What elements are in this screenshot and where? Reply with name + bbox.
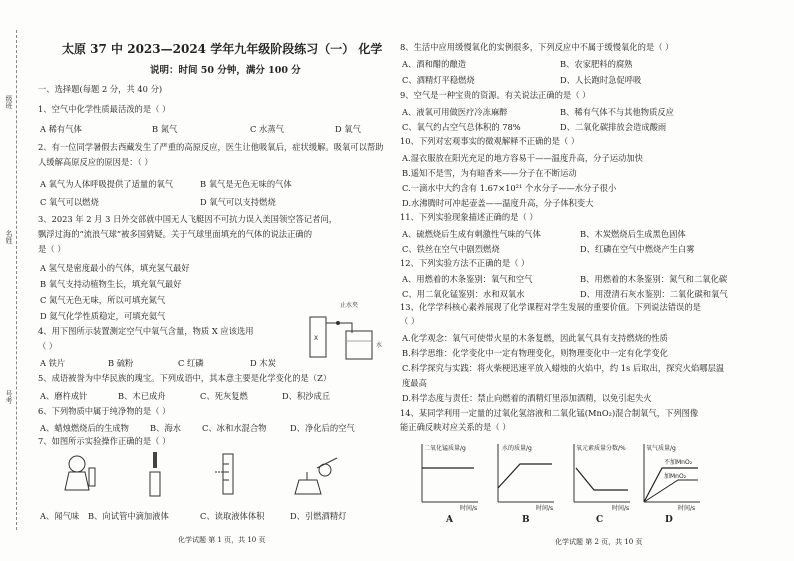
smell-gas-figure (65, 456, 95, 490)
q14-graphs (408, 438, 708, 512)
q1-option-c: C 水蒸气 (250, 124, 284, 134)
water-beaker (346, 331, 372, 359)
exam-instructions: 说明：时间 50 分钟，满分 100 分 (150, 65, 301, 76)
binding-line (16, 30, 17, 530)
q7-option-d: D、引燃酒精灯 (290, 511, 347, 521)
q5-option-a: A、磨杵成针 (40, 391, 88, 401)
side-label-name: 名姓 (5, 230, 13, 244)
q9-option-d: D、二氧化碳排放会造成酸雨 (560, 122, 667, 132)
side-label-number: 号考 (5, 390, 13, 404)
q2-option-b: B 氧气是无色无味的气体 (200, 179, 292, 189)
q12-option-a: A、用燃着的木条鉴别：氧气和空气 (402, 274, 533, 284)
q11-option-c: C、铁丝在空气中剧烈燃烧 (402, 244, 500, 254)
graph-c-xlabel: 时间/s (612, 505, 630, 512)
question-4-bracket: （ ） (38, 341, 58, 351)
graph-a-label: A (446, 515, 453, 525)
graduated-cylinder-figure (215, 454, 233, 494)
q5-option-d: D、积沙成丘 (282, 391, 331, 401)
graph-d-xlabel: 时间/s (678, 505, 696, 512)
question-11: 11、下列实验现象描述正确的是（ ） (400, 212, 538, 222)
page-title: 太原 37 中 2023—2024 学年九年级阶段练习（一） 化学 (62, 42, 383, 56)
graph-a-ylabel: 二氧化锰质量/g (424, 445, 466, 452)
q12-option-b: B、用燃着的木条鉴别：氮气和二氧化碳 (580, 274, 728, 284)
question-13-line-1: 13、化学学科核心素养展现了化学课程对学生发展的重要价值。下列说法错误的是 (400, 302, 701, 312)
question-1: 1、空气中化学性质最活泼的是（ ） (38, 104, 171, 114)
q10-option-c: C.一滴水中大约含有 1.67×10²¹ 个水分子——水分子很小 (402, 183, 617, 193)
q1-option-b: B 氮气 (152, 124, 178, 134)
graph-a-xlabel: 时间/s (460, 505, 478, 512)
q7-option-b: B、向试管中滴加液体 (88, 511, 169, 521)
q3-option-b: B 氧气支持动植物生长，填充氧气最好 (40, 279, 182, 289)
q6-option-b: B、海水 (150, 423, 181, 433)
question-4: 4、用下图所示装置测定空气中氧气含量，物质 X 应该选用 (38, 326, 254, 336)
q2-option-d: D 氧气可以支持燃烧 (200, 197, 276, 207)
right-page-footer: 化学试题 第 2 页，共 10 页 (555, 538, 643, 546)
q7-option-a: A、闻气味 (40, 511, 80, 521)
graph-d-label: D (665, 515, 673, 525)
q12-option-c: C、用二氧化锰鉴别：水和双氧水 (402, 289, 525, 299)
graph-d-legend-without: 不加MnO₂ (664, 459, 693, 466)
graph-d-legend-with: 加MnO₂ (664, 473, 687, 480)
q6-option-d: D、净化后的空气 (290, 423, 355, 433)
clamp-mark (336, 321, 340, 325)
question-2-line-1: 2、有一位同学暑假去西藏发生了严重的高原反应，医生让他吸氧后，症状缓解。吸氧可以帮助 (38, 142, 384, 152)
q1-option-d: D 氧气 (335, 124, 361, 134)
q3-option-c: C 氮气无色无味，所以可填充氮气 (40, 295, 166, 305)
question-12: 12、下列实验方法不正确的是（ ） (400, 258, 530, 268)
q2-option-a: A 氧气为人体呼吸提供了适量的氧气 (40, 179, 174, 189)
q4-option-a: A 铁片 (40, 358, 66, 368)
graph-b-label: B (522, 515, 530, 525)
question-2-line-2: 人缓解高原反应的原因是：（ ） (38, 157, 153, 167)
q2-option-c: C 氧气可以燃烧 (40, 197, 99, 207)
question-14-line-1: 14、某同学利用一定量的过氧化氢溶液和二氧化锰(MnO₂)混合制氧气，下列图像 (400, 408, 699, 418)
q10-option-a: A.湿衣服放在阳光充足的地方容易干——温度升高，分子运动加快 (402, 153, 643, 163)
question-9: 9、空气是一种宝贵的资源。有关说法正确的是（ ） (400, 90, 591, 100)
graph-d (644, 444, 700, 512)
graph-c-label: C (596, 515, 604, 525)
q8-option-b: B、农家肥料的腐熟 (560, 59, 633, 69)
q11-option-b: B、木炭燃烧后生成黑色固体 (580, 229, 686, 239)
left-page-footer: 化学试题 第 1 页，共 10 页 (178, 536, 266, 544)
q6-option-a: A、蜡烛燃烧后的生成物 (40, 423, 129, 433)
question-7: 7、如图所示实验操作正确的是（ ） (38, 436, 171, 446)
q3-option-d: D 氦气化学性质稳定，可填充氦气 (40, 311, 166, 321)
section-heading: 一、选择题(每题 2 分，共 40 分) (38, 84, 163, 94)
q13-option-c: C.科学探究与实践：将火柴梗迅速平放入蜡烛的火焰中，约 1s 后取出，探究火焰哪层温 (402, 363, 725, 373)
q11-option-d: D、红磷在空气中燃烧产生白雾 (580, 244, 695, 254)
q9-option-c: C、氧气约占空气总体积的 78% (402, 122, 521, 132)
q8-option-c: C、酒精灯平稳燃烧 (402, 75, 475, 85)
water-label: 水 (376, 342, 383, 349)
dropper-figure (150, 452, 160, 496)
graph-b (498, 444, 554, 512)
graph-a (422, 444, 478, 512)
lab-operation-figures (55, 450, 395, 500)
q3-option-a: A 氢气是密度最小的气体，填充氢气最好 (40, 263, 190, 273)
q8-option-d: D、人长跑时急促呼吸 (560, 75, 642, 85)
clamp-label: 止水夹 (340, 302, 359, 309)
substance-x-label: X (314, 335, 319, 342)
graph-b-xlabel: 时间/s (536, 505, 554, 512)
q5-option-c: C、死灰复燃 (200, 391, 248, 401)
q13-option-d: D.科学态度与责任：禁止向燃着的酒精灯里添加酒精，以免引起失火 (402, 393, 652, 403)
q12-option-d: D、用澄清石灰水鉴别：二氧化碳和氧气 (580, 289, 728, 299)
graph-d-line-without (644, 480, 698, 502)
question-6: 6、下列物质中属于纯净物的是（ ） (38, 406, 171, 416)
alcohol-lamp-figure (295, 458, 337, 494)
side-label-class: 级班 (5, 95, 13, 109)
question-14-line-2: 能正确反映对应关系的是（ ） (400, 422, 511, 432)
q7-option-c: C、读取液体体积 (200, 511, 265, 521)
question-3-line-1: 3、2023 年 2 月 3 日外交部就中国无人飞艇因不可抗力误入美国领空答记者问， (38, 214, 338, 224)
q11-option-a: A、硫燃烧后生成有刺激性气味的气体 (402, 229, 541, 239)
graph-c (574, 444, 630, 512)
q4-option-c: C 红磷 (178, 358, 204, 368)
question-8: 8、生活中应用缓慢氧化的实例很多，下列反应中不属于缓慢氧化的是（ ） (400, 42, 674, 52)
q10-option-d: D.水沸腾时可冲起壶盖——温度升高，分子体积变大 (402, 198, 594, 208)
q4-option-d: D 木炭 (250, 358, 276, 368)
oxygen-content-apparatus (300, 295, 390, 365)
graph-b-ylabel: 水的质量/g (502, 445, 532, 452)
question-3-line-3: 是（ ） (38, 244, 66, 254)
graph-d-ylabel: 氧气质量/g (646, 445, 676, 452)
q6-option-c: C、冰和水混合物 (202, 423, 267, 433)
q1-option-a: A 稀有气体 (40, 124, 82, 134)
q8-option-a: A、酒和醋的酿造 (402, 59, 467, 69)
graph-c-line (576, 468, 628, 490)
q9-option-a: A、液氧可用做医疗冷冻麻醉 (402, 107, 508, 117)
question-13-bracket: （ ） (400, 316, 420, 326)
q4-option-b: B 硫粉 (108, 358, 134, 368)
graph-b-line (498, 464, 552, 488)
graph-c-ylabel: 氧元素质量分数/% (576, 445, 626, 452)
q13-option-b: B.科学思维：化学变化中一定有物理变化，则物理变化中一定有化学变化 (402, 348, 668, 358)
q13-option-c-cont: 度最高 (402, 378, 427, 388)
q9-option-b: B、稀有气体不与其他物质反应 (560, 107, 674, 117)
q10-option-b: B.遥知不是雪，为有暗香来——分子在不断运动 (402, 168, 577, 178)
question-10: 10、下列对宏观事实的微观解释不正确的是（ ） (400, 136, 580, 146)
q5-option-b: B、木已成舟 (118, 391, 166, 401)
q13-option-a: A.化学观念：氧气可使带火星的木条复燃，因此氧气具有支持燃烧的性质 (402, 333, 668, 343)
question-5: 5、成语被誉为中华民族的瑰宝。下列成语中，其本意主要是化学变化的是（Z） (38, 373, 332, 383)
question-3-line-2: 飘浮过海的“流浪气球”被多国猜疑。关于气球里面填充的气体的说法正确的 (38, 229, 312, 239)
